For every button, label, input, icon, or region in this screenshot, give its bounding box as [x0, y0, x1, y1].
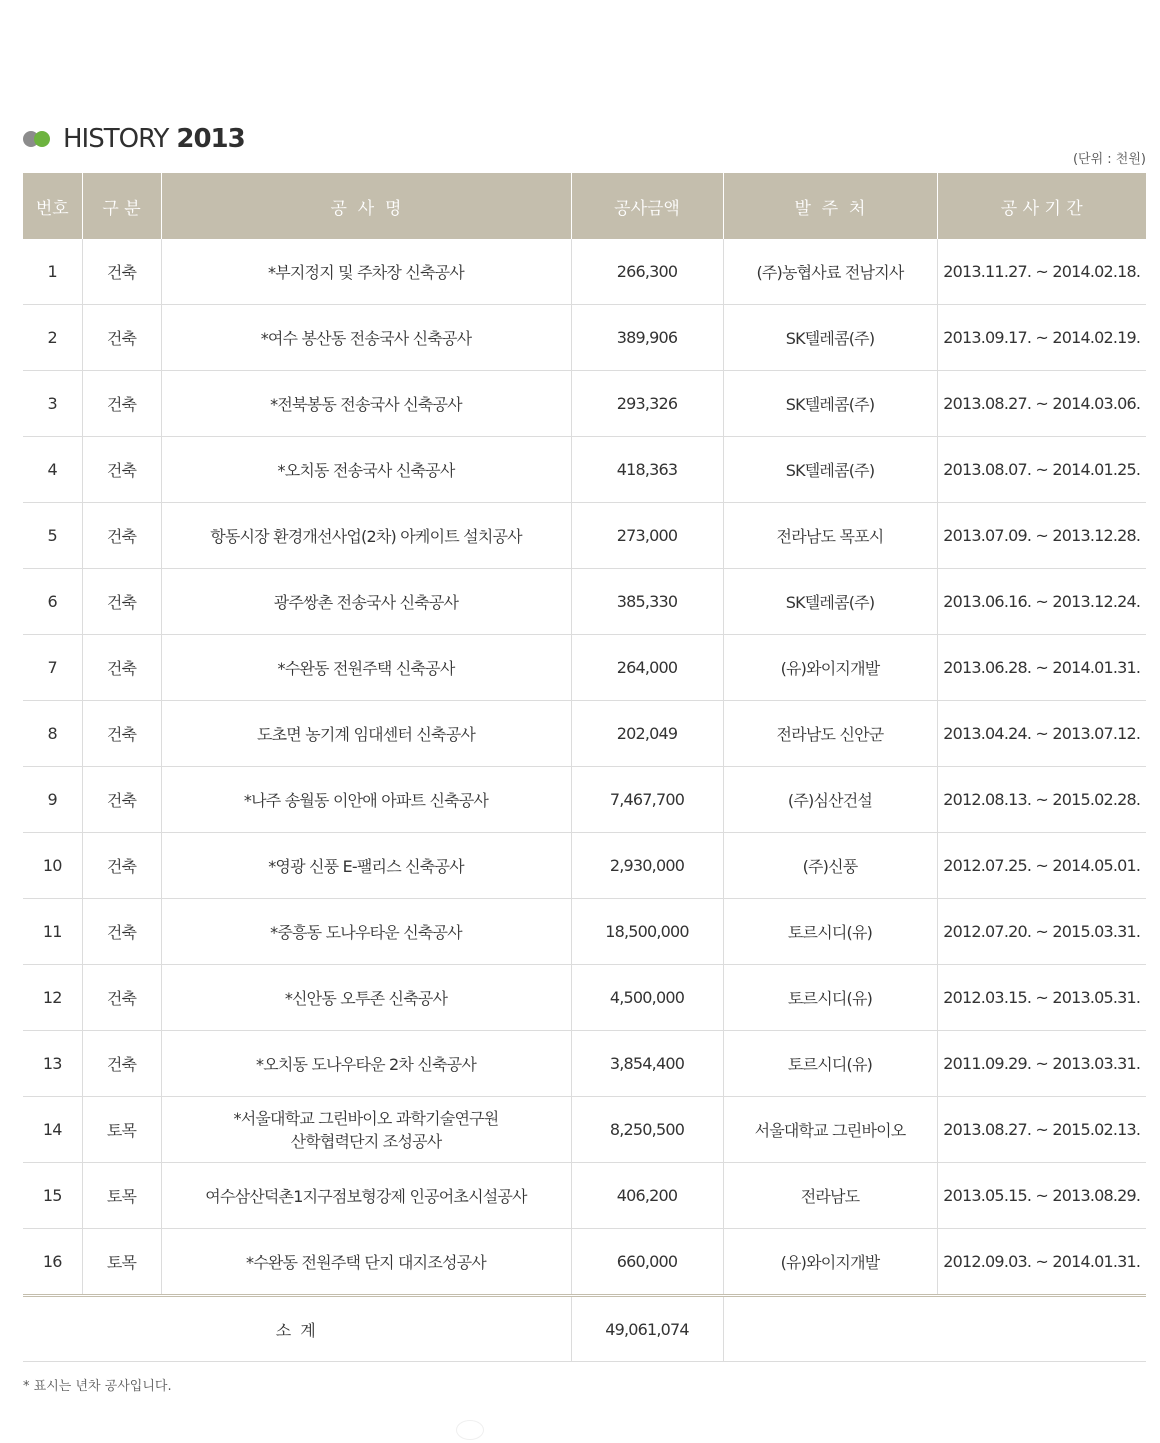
cell-type: 건축	[82, 1031, 161, 1097]
cell-period: 2013.11.27. ~ 2014.02.18.	[937, 239, 1146, 305]
table-row	[23, 503, 1146, 569]
total-amount: 49,061,074	[571, 1296, 723, 1362]
cell-period: 2012.07.25. ~ 2014.05.01.	[937, 833, 1146, 899]
cell-client: (유)와이지개발	[723, 635, 937, 701]
cell-name-line1: *서울대학교 그린바이오 과학기술연구원	[233, 1108, 499, 1128]
total-empty	[723, 1296, 1146, 1362]
cell-amount: 660,000	[571, 1229, 723, 1296]
table-row	[23, 1229, 1146, 1296]
cell-client: 전라남도 목포시	[723, 503, 937, 569]
table-row	[23, 371, 1146, 437]
table-header-row	[23, 173, 1146, 239]
cell-name: *나주 송월동 이안애 아파트 신축공사	[161, 767, 571, 833]
cell-amount: 406,200	[571, 1163, 723, 1229]
total-label: 소 계	[23, 1296, 571, 1362]
cell-client: SK텔레콤(주)	[723, 371, 937, 437]
cell-type: 건축	[82, 437, 161, 503]
cell-no: 14	[23, 1097, 82, 1163]
cell-no: 12	[23, 965, 82, 1031]
cell-amount: 264,000	[571, 635, 723, 701]
unit-label: (단위 : 천원)	[1072, 152, 1146, 167]
cell-type: 건축	[82, 767, 161, 833]
cell-no: 9	[23, 767, 82, 833]
bullet-dots-icon	[23, 130, 53, 148]
cell-amount: 389,906	[571, 305, 723, 371]
table-row	[23, 635, 1146, 701]
cell-no: 8	[23, 701, 82, 767]
cell-type: 건축	[82, 635, 161, 701]
cell-period: 2013.07.09. ~ 2013.12.28.	[937, 503, 1146, 569]
history-table	[23, 173, 1146, 1362]
cell-name: *수완동 전원주택 단지 대지조성공사	[161, 1229, 571, 1296]
cell-name: *신안동 오투존 신축공사	[161, 965, 571, 1031]
cell-name: *오치동 도나우타운 2차 신축공사	[161, 1031, 571, 1097]
cell-amount: 18,500,000	[571, 899, 723, 965]
cell-type: 토목	[82, 1229, 161, 1296]
cell-client: (주)신풍	[723, 833, 937, 899]
cell-client: 토르시디(유)	[723, 899, 937, 965]
cell-period: 2011.09.29. ~ 2013.03.31.	[937, 1031, 1146, 1097]
page-mark-icon	[456, 1420, 484, 1440]
cell-name: 광주쌍촌 전송국사 신축공사	[161, 569, 571, 635]
cell-amount: 202,049	[571, 701, 723, 767]
cell-type: 건축	[82, 965, 161, 1031]
cell-amount: 418,363	[571, 437, 723, 503]
table-row	[23, 569, 1146, 635]
cell-client: 전라남도 신안군	[723, 701, 937, 767]
cell-amount: 8,250,500	[571, 1097, 723, 1163]
cell-period: 2012.07.20. ~ 2015.03.31.	[937, 899, 1146, 965]
cell-amount: 293,326	[571, 371, 723, 437]
section-heading	[23, 122, 245, 156]
table-row	[23, 437, 1146, 503]
table-row	[23, 965, 1146, 1031]
table-row	[23, 1031, 1146, 1097]
cell-no: 11	[23, 899, 82, 965]
cell-name: 항동시장 환경개선사업(2차) 아케이트 설치공사	[161, 503, 571, 569]
cell-type: 토목	[82, 1097, 161, 1163]
cell-type: 건축	[82, 701, 161, 767]
header-no: 번호	[23, 173, 82, 239]
header-period: 공 사 기 간	[937, 173, 1146, 239]
cell-no: 1	[23, 239, 82, 305]
table-row	[23, 239, 1146, 305]
cell-period: 2013.08.27. ~ 2014.03.06.	[937, 371, 1146, 437]
cell-name: *오치동 전송국사 신축공사	[161, 437, 571, 503]
cell-type: 건축	[82, 569, 161, 635]
cell-period: 2012.09.03. ~ 2014.01.31.	[937, 1229, 1146, 1296]
table-row	[23, 767, 1146, 833]
cell-no: 10	[23, 833, 82, 899]
cell-period: 2013.08.27. ~ 2015.02.13.	[937, 1097, 1146, 1163]
cell-client: SK텔레콤(주)	[723, 569, 937, 635]
cell-amount: 273,000	[571, 503, 723, 569]
total-row	[23, 1296, 1146, 1362]
cell-client: (유)와이지개발	[723, 1229, 937, 1296]
cell-client: SK텔레콤(주)	[723, 305, 937, 371]
cell-name: *수완동 전원주택 신축공사	[161, 635, 571, 701]
cell-period: 2013.06.16. ~ 2013.12.24.	[937, 569, 1146, 635]
cell-amount: 2,930,000	[571, 833, 723, 899]
cell-name: 여수삼산덕촌1지구점보형강제 인공어초시설공사	[161, 1163, 571, 1229]
cell-client: 토르시디(유)	[723, 965, 937, 1031]
cell-type: 건축	[82, 371, 161, 437]
table-row	[23, 1097, 1146, 1163]
header-type: 구 분	[82, 173, 161, 239]
header-name: 공 사 명	[161, 173, 571, 239]
cell-no: 3	[23, 371, 82, 437]
cell-client: (주)심산건설	[723, 767, 937, 833]
cell-period: 2013.05.15. ~ 2013.08.29.	[937, 1163, 1146, 1229]
header-client: 발 주 처	[723, 173, 937, 239]
cell-no: 5	[23, 503, 82, 569]
cell-no: 13	[23, 1031, 82, 1097]
cell-amount: 4,500,000	[571, 965, 723, 1031]
title-year: 2013	[176, 124, 245, 154]
cell-name: *영광 신풍 E-팰리스 신축공사	[161, 833, 571, 899]
cell-client: (주)농협사료 전남지사	[723, 239, 937, 305]
table-row	[23, 305, 1146, 371]
table-row	[23, 701, 1146, 767]
cell-type: 건축	[82, 503, 161, 569]
cell-client: 서울대학교 그린바이오	[723, 1097, 937, 1163]
cell-no: 6	[23, 569, 82, 635]
cell-period: 2013.09.17. ~ 2014.02.19.	[937, 305, 1146, 371]
cell-client: SK텔레콤(주)	[723, 437, 937, 503]
cell-period: 2012.03.15. ~ 2013.05.31.	[937, 965, 1146, 1031]
cell-amount: 385,330	[571, 569, 723, 635]
cell-period: 2013.04.24. ~ 2013.07.12.	[937, 701, 1146, 767]
cell-type: 건축	[82, 305, 161, 371]
cell-amount: 7,467,700	[571, 767, 723, 833]
cell-name: *전북봉동 전송국사 신축공사	[161, 371, 571, 437]
cell-period: 2013.06.28. ~ 2014.01.31.	[937, 635, 1146, 701]
cell-name: *중흥동 도나우타운 신축공사	[161, 899, 571, 965]
cell-client: 전라남도	[723, 1163, 937, 1229]
header-amount: 공사금액	[571, 173, 723, 239]
cell-name: *부지정지 및 주차장 신축공사	[161, 239, 571, 305]
cell-no: 7	[23, 635, 82, 701]
table-row	[23, 833, 1146, 899]
table-row	[23, 899, 1146, 965]
table-body	[23, 239, 1146, 1296]
page-title	[63, 124, 245, 154]
cell-type: 건축	[82, 239, 161, 305]
cell-name: 도초면 농기계 임대센터 신축공사	[161, 701, 571, 767]
cell-name: *여수 봉산동 전송국사 신축공사	[161, 305, 571, 371]
title-text: HISTORY	[63, 124, 169, 154]
cell-no: 16	[23, 1229, 82, 1296]
cell-amount: 266,300	[571, 239, 723, 305]
cell-type: 건축	[82, 833, 161, 899]
cell-type: 토목	[82, 1163, 161, 1229]
cell-amount: 3,854,400	[571, 1031, 723, 1097]
cell-period: 2013.08.07. ~ 2014.01.25.	[937, 437, 1146, 503]
cell-name-line2: 산학협력단지 조성공사	[290, 1131, 442, 1151]
cell-type: 건축	[82, 899, 161, 965]
cell-no: 15	[23, 1163, 82, 1229]
cell-period: 2012.08.13. ~ 2015.02.28.	[937, 767, 1146, 833]
table-row	[23, 1163, 1146, 1229]
cell-name	[161, 1097, 571, 1163]
cell-no: 4	[23, 437, 82, 503]
cell-client: 토르시디(유)	[723, 1031, 937, 1097]
green-dot-icon	[34, 131, 50, 147]
cell-no: 2	[23, 305, 82, 371]
footnote: * 표시는 년차 공사입니다.	[23, 1379, 172, 1394]
